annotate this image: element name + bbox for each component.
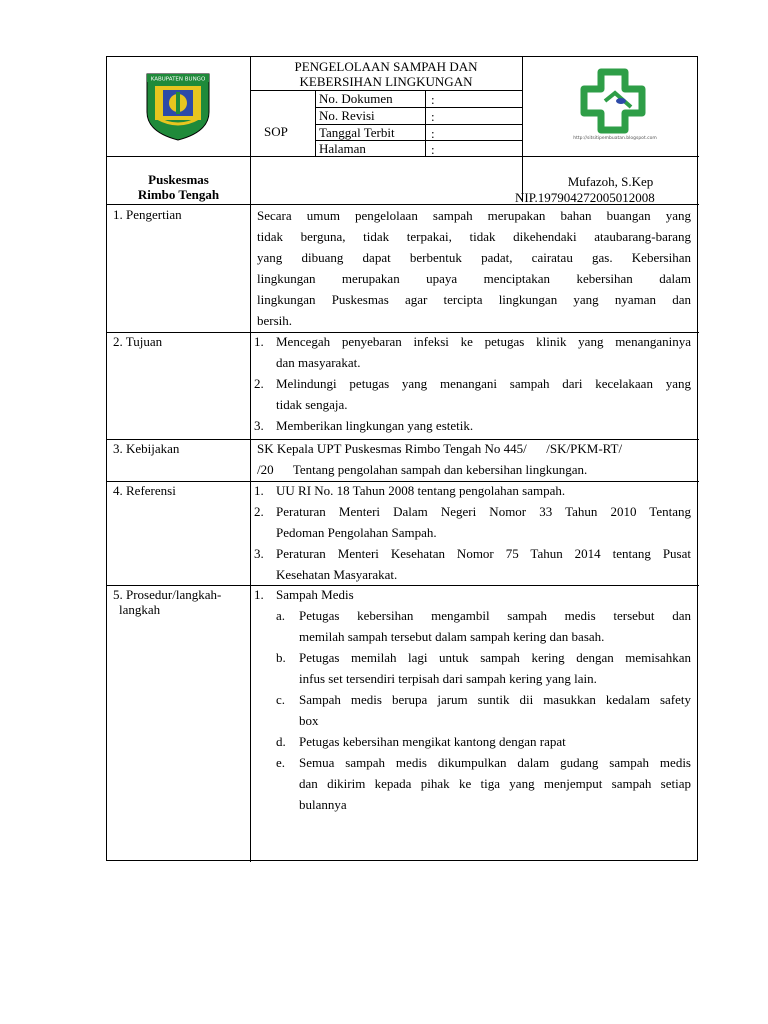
list-line: Pedoman Pengolahan Sampah.: [276, 525, 437, 540]
list-line: Kesehatan Masyarakat.: [276, 567, 398, 582]
list-item: [254, 415, 691, 436]
sub-list-item: [254, 689, 691, 731]
list-line: Peraturan Menteri Dalam Negeri Nomor 33 Tahun 2010 Tentang: [276, 504, 691, 519]
list-item: [254, 501, 691, 543]
signer-name: Mufazoh, S.Kep: [567, 174, 654, 189]
sop-document: [106, 56, 698, 861]
tujuan-list: [254, 331, 691, 436]
list-line: Petugas kebersihan mengambil sampah medis tersebut dan: [299, 608, 691, 623]
list-letter: b.: [276, 650, 286, 665]
sop-divider: [315, 90, 316, 156]
section-label-prosedur-line2: langkah: [119, 602, 161, 617]
paragraph-line: SK Kepala UPT Puskesmas Rimbo Tengah No 445/ /SK/PKM-RT/: [257, 441, 623, 456]
list-line: Sampah Medis: [276, 587, 354, 602]
list-item: [254, 373, 691, 415]
signer-nip: NIP.197904272005012008: [515, 190, 655, 205]
field-label: No. Revisi: [319, 108, 375, 123]
list-line: tidak sengaja.: [276, 397, 348, 412]
sub-list-item: [254, 731, 691, 752]
sub-list-item: [254, 752, 691, 815]
list-letter: d.: [276, 734, 286, 749]
list-letter: a.: [276, 608, 286, 623]
org-name-line1: Puskesmas: [148, 172, 209, 187]
sub-list-item: [254, 605, 691, 647]
list-item: [254, 480, 691, 501]
paragraph-line: lingkungan merupakan upaya menciptakan kebersihan dalam: [257, 271, 691, 286]
paragraph-line: yang dibuang dapat berbentuk padat, cairatau gas. Kebersihan: [257, 250, 691, 265]
section-label-pengertian: 1. Pengertian: [113, 207, 182, 222]
pengertian-text: [257, 205, 691, 331]
list-line: box: [299, 713, 319, 728]
list-line: bulannya: [299, 797, 347, 812]
list-line: infus set tersendiri terpisah dari sampah kering yang lain.: [299, 671, 597, 686]
list-line: dan masyarakat.: [276, 355, 361, 370]
field-label: Halaman: [319, 141, 366, 156]
referensi-list: [254, 480, 691, 585]
list-line: Memberikan lingkungan yang estetik.: [276, 418, 474, 433]
list-number: 3.: [254, 546, 264, 561]
list-number: 2.: [254, 376, 264, 391]
section-label-prosedur: 5. Prosedur/langkah-: [113, 587, 222, 602]
paragraph-line: tidak berguna, tidak terpakai, tidak dikehendaki ataubarang-barang: [257, 229, 691, 244]
list-line: Petugas kebersihan mengikat kantong dengan rapat: [299, 734, 566, 749]
list-line: memilah sampah tersebut dalam sampah kering dan basah.: [299, 629, 605, 644]
document-title-line1: PENGELOLAAN SAMPAH DAN: [294, 59, 478, 74]
list-number: 3.: [254, 418, 264, 433]
list-letter: e.: [276, 755, 286, 770]
prosedur-list: [254, 584, 691, 815]
field-value: :: [431, 142, 435, 157]
list-line: Sampah medis berupa jarum suntik dii masukkan kedalam safety: [299, 692, 691, 707]
section-label-referensi: 4. Referensi: [113, 483, 176, 498]
field-value: :: [431, 109, 435, 124]
list-line: Peraturan Menteri Kesehatan Nomor 75 Tahun 2014 tentang Pusat: [276, 546, 691, 561]
logo-url-text: http://sitsitipembuatan.blogspot.com: [573, 136, 657, 141]
list-line: UU RI No. 18 Tahun 2008 tentang pengolahan sampah.: [276, 483, 566, 498]
org-name-line2: Rimbo Tengah: [137, 187, 220, 202]
document-title-line2: KEBERSIHAN LINGKUNGAN: [299, 74, 473, 89]
list-item: [254, 331, 691, 373]
list-line: Petugas memilah lagi untuk sampah kering dengan memisahkan: [299, 650, 691, 665]
sop-label: SOP: [264, 124, 288, 139]
list-line: Semua sampah medis dikumpulkan dalam gudang sampah medis: [299, 755, 691, 770]
list-number: 1.: [254, 334, 264, 349]
list-letter: c.: [276, 692, 286, 707]
list-item: [254, 543, 691, 585]
sub-list-item: [254, 647, 691, 689]
emblem-text: KABUPATEN BUNGO: [150, 76, 206, 83]
puskesmas-logo-icon: [565, 67, 665, 142]
field-value: :: [431, 92, 435, 107]
district-emblem-icon: [143, 68, 213, 142]
paragraph-line: Secara umum pengelolaan sampah merupakan bahan buangan yang: [257, 208, 691, 223]
paragraph-line: bersih.: [257, 313, 293, 328]
paragraph-line: lingkungan Puskesmas agar tercipta lingkungan yang nyaman dan: [257, 292, 691, 307]
list-item: [254, 584, 691, 605]
kebijakan-text: [257, 438, 691, 480]
list-number: 1.: [254, 483, 264, 498]
field-label: Tanggal Terbit: [319, 125, 395, 140]
header-bottom-line: [107, 156, 699, 157]
field-label: No. Dokumen: [319, 91, 393, 106]
list-line: dan dikirim kepada pihak ke tiga yang menjemput sampah setiap: [299, 776, 691, 791]
list-number: 2.: [254, 504, 264, 519]
list-line: Mencegah penyebaran infeksi ke petugas klinik yang menanganinya: [276, 334, 691, 349]
list-line: Melindungi petugas yang menangani sampah dari kecelakaan yang: [276, 376, 691, 391]
paragraph-line: /20 Tentang pengolahan sampah dan kebersihan lingkungan.: [257, 462, 588, 477]
section-label-tujuan: 2. Tujuan: [113, 334, 163, 349]
field-value: :: [431, 126, 435, 141]
section-label-kebijakan: 3. Kebijakan: [113, 441, 180, 456]
col-divider-left: [250, 57, 251, 862]
field-value-divider: [425, 90, 426, 156]
list-number: 1.: [254, 587, 264, 602]
